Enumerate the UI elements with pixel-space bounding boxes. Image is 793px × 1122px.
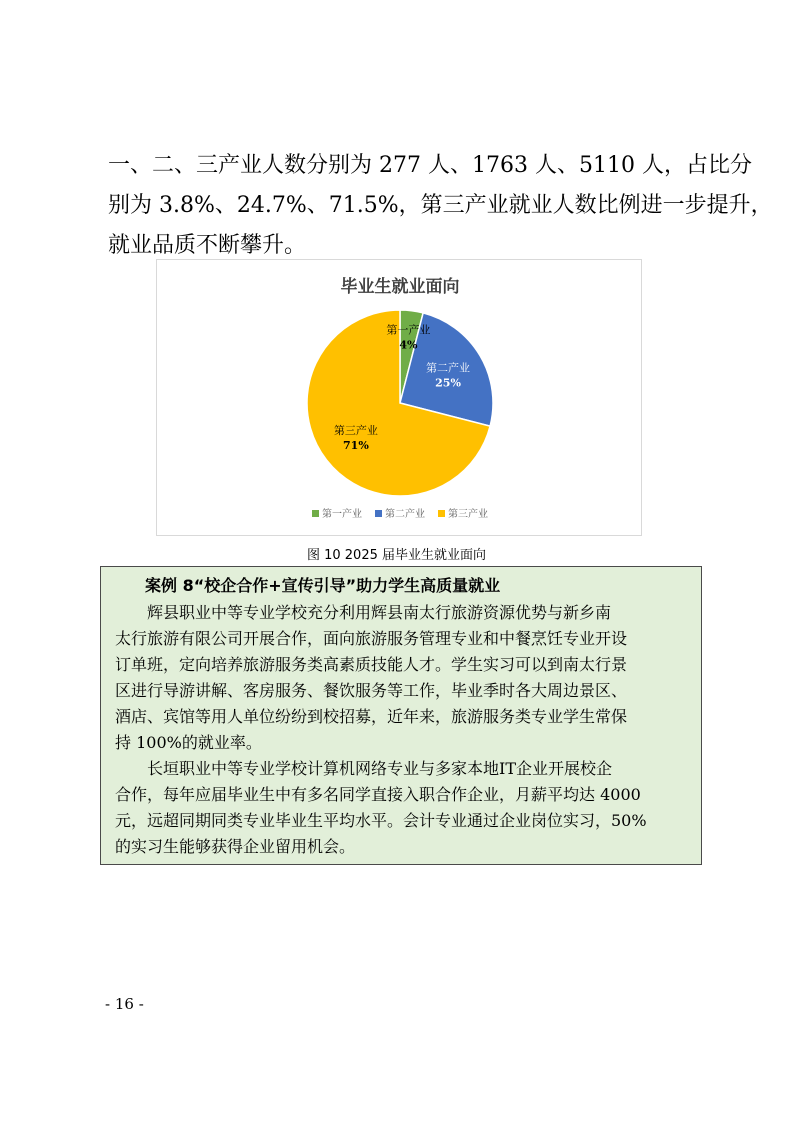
intro-line-1: 一、二、三产业人数分别为 277 人、1763 人、5110 人，占比分 xyxy=(108,153,752,178)
intro-paragraph xyxy=(108,146,773,266)
case-paragraph-2 xyxy=(115,756,687,860)
case-p1-line-2: 太行旅游有限公司开展合作，面向旅游服务管理专业和中餐烹饪专业开设 xyxy=(115,629,628,648)
legend-swatch-1 xyxy=(312,510,319,517)
case-p1-line-1: 辉县职业中等专业学校充分利用辉县南太行旅游资源优势与新乡南 xyxy=(147,603,612,622)
legend-swatch-2 xyxy=(375,510,382,517)
slice-label-value-3: 71% xyxy=(343,439,369,453)
case-p1-line-6: 持 100%的就业率。 xyxy=(115,733,262,752)
legend-swatch-3 xyxy=(438,510,445,517)
slice-label-category-2: 第二产业 xyxy=(426,361,471,375)
pie-chart-frame xyxy=(156,259,642,536)
case-p2-line-1: 长垣职业中等专业学校计算机网络专业与多家本地IT企业开展校企 xyxy=(147,759,612,778)
intro-line-2: 别为 3.8%、24.7%、71.5%，第三产业就业人数比例进一步提升， xyxy=(108,193,773,218)
case-p1-line-4: 区进行导游讲解、客房服务、餐饮服务等工作，毕业季时各大周边景区、 xyxy=(115,681,628,700)
legend-label-1: 第一产业 xyxy=(322,509,362,520)
case-p2-line-3: 元，远超同期同类专业毕业生平均水平。会计专业通过企业岗位实习，50% xyxy=(115,811,647,830)
legend-label-2: 第二产业 xyxy=(385,509,425,520)
case-p2-line-2: 合作，每年应届毕业生中有多名同学直接入职合作企业，月薪平均达 4000 xyxy=(115,785,641,804)
case-p1-line-3: 订单班，定向培养旅游服务类高素质技能人才。学生实习可以到南太行景 xyxy=(115,655,628,674)
case-p2-line-4: 的实习生能够获得企业留用机会。 xyxy=(115,837,356,856)
figure-caption: 图 10 2025 届毕业生就业面向 xyxy=(306,548,487,563)
slice-label-category-1: 第一产业 xyxy=(386,323,431,337)
case-title: 案例 8“校企合作+宣传引导”助力学生高质量就业 xyxy=(145,576,501,595)
page-number: - 16 - xyxy=(105,995,144,1013)
case-paragraph-1 xyxy=(115,600,687,756)
case-box xyxy=(100,566,702,865)
slice-label-category-3: 第三产业 xyxy=(333,424,378,438)
chart-title: 毕业生就业面向 xyxy=(340,277,460,297)
slice-label-value-2: 25% xyxy=(435,376,461,390)
pie-chart xyxy=(157,260,643,537)
slice-label-value-1: 4% xyxy=(399,338,418,352)
intro-line-3: 就业品质不断攀升。 xyxy=(108,233,307,258)
legend-label-3: 第三产业 xyxy=(448,509,488,520)
case-p1-line-5: 酒店、宾馆等用人单位纷纷到校招募，近年来，旅游服务类专业学生常保 xyxy=(115,707,628,726)
